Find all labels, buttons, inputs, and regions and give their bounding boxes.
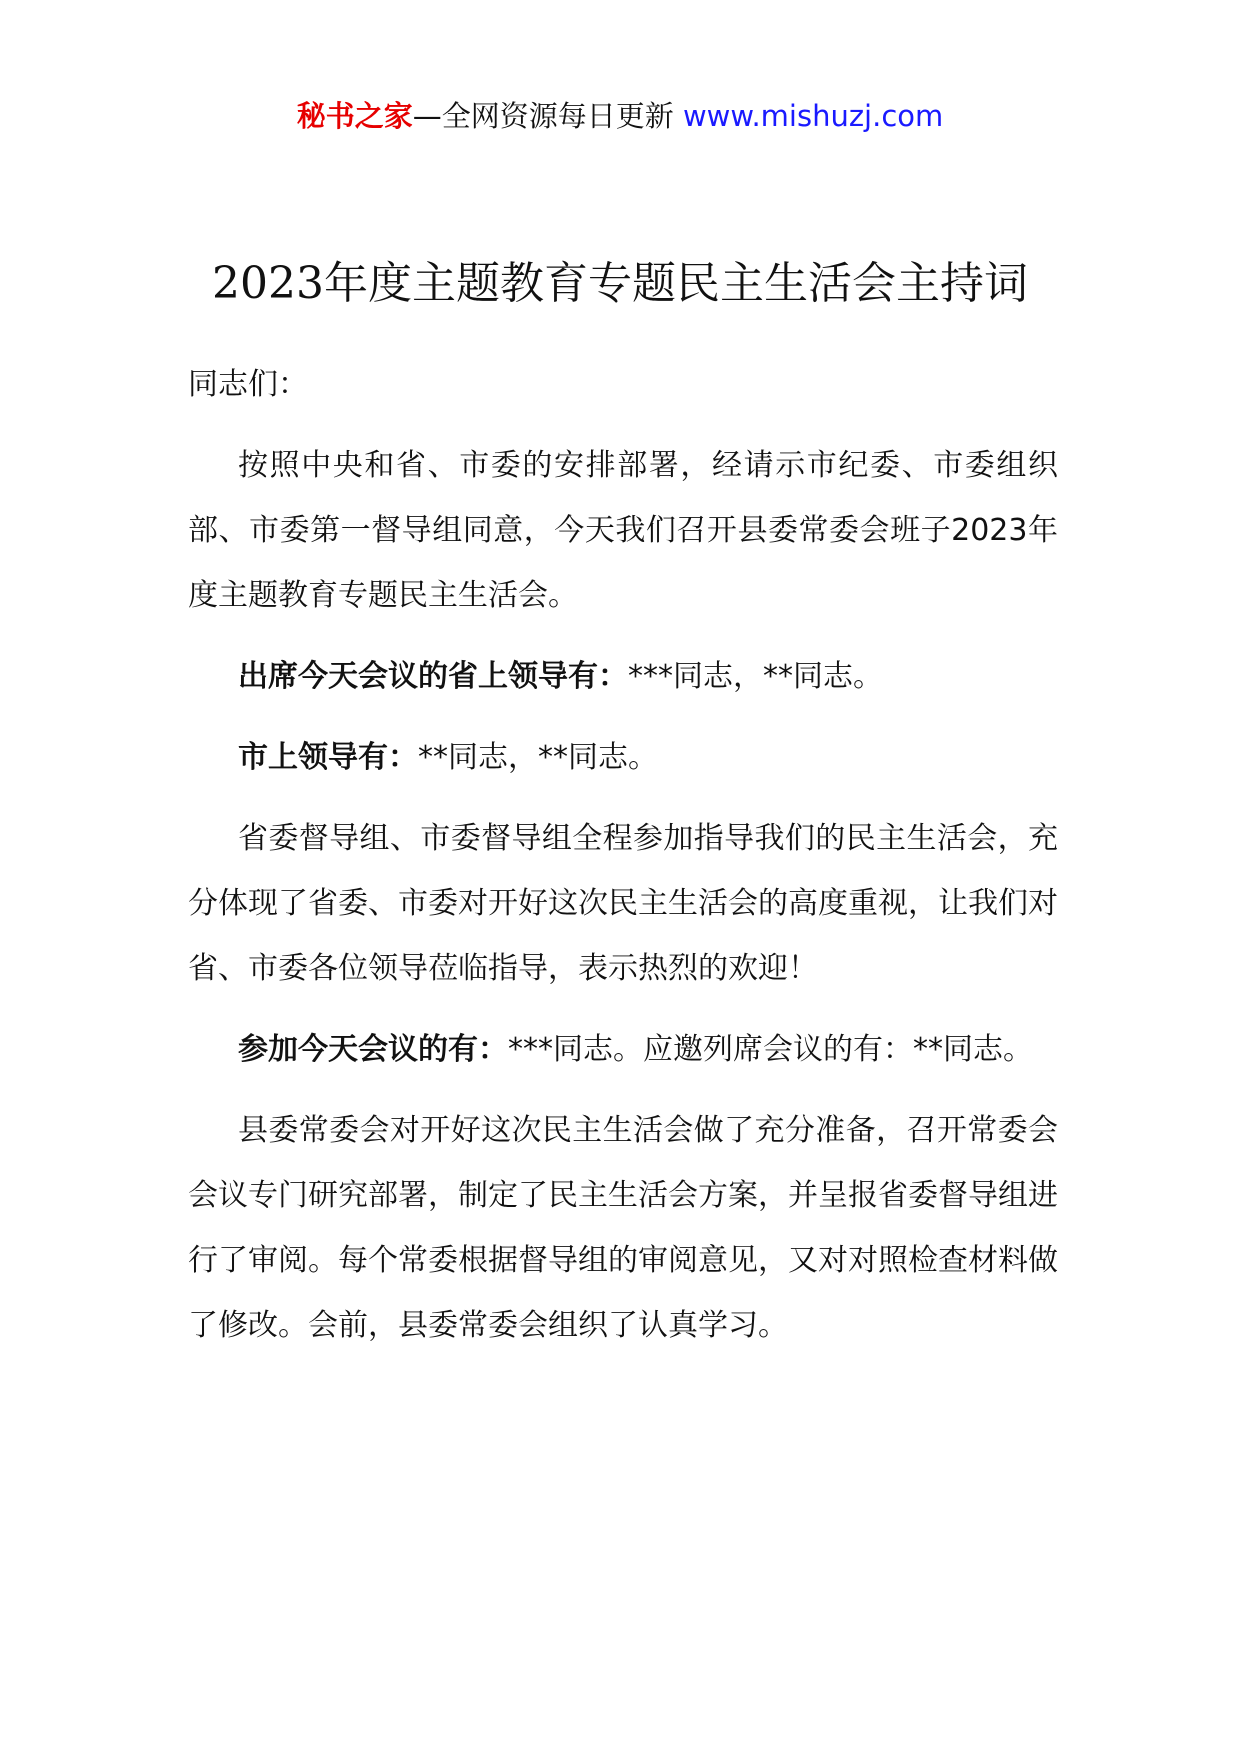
header-slogan: —全网资源每日更新 bbox=[412, 99, 674, 133]
paragraph-text: 县委常委会对开好这次民主生活会做了充分准备，召开常委会会议专门研究部署，制定了民主生活会方案，并呈报省委督导组进行了审阅。每个常委根据督导组的审阅意见，又对对照检查材料做了修改。会前，县委常委会组织了认真学习。 bbox=[188, 1113, 1058, 1343]
paragraph-text: ***同志，**同志。 bbox=[628, 659, 883, 694]
paragraph-lead: 出席今天会议的省上领导有： bbox=[238, 659, 628, 694]
paragraph-text: **同志，**同志。 bbox=[418, 740, 658, 775]
paragraph-text: 省委督导组、市委督导组全程参加指导我们的民主生活会，充分体现了省委、市委对开好这次民主生活会的高度重视，让我们对省、市委各位领导莅临指导，表示热烈的欢迎！ bbox=[188, 821, 1058, 986]
paragraph-1 bbox=[188, 433, 1058, 628]
site-header bbox=[0, 96, 1240, 136]
site-url-link[interactable]: www.mishuzj.com bbox=[682, 99, 944, 133]
document-title: 2023年度主题教育专题民主生活会主持词 bbox=[212, 258, 1028, 309]
salutation: 同志们： bbox=[188, 367, 308, 402]
paragraph-3 bbox=[188, 725, 1058, 790]
brand-name: 秘书之家 bbox=[296, 99, 413, 133]
paragraph-6 bbox=[188, 1098, 1058, 1358]
paragraph-4 bbox=[188, 806, 1058, 1001]
paragraph-text: ***同志。应邀列席会议的有：**同志。 bbox=[508, 1032, 1033, 1067]
paragraph-5 bbox=[188, 1017, 1058, 1082]
paragraph-lead: 市上领导有： bbox=[238, 740, 418, 775]
paragraph-text: 按照中央和省、市委的安排部署，经请示市纪委、市委组织部、市委第一督导组同意，今天我们召开县委常委会班子2023年度主题教育专题民主生活会。 bbox=[188, 448, 1058, 613]
paragraph-lead: 参加今天会议的有： bbox=[238, 1032, 508, 1067]
paragraph-2 bbox=[188, 644, 1058, 709]
document-body bbox=[188, 352, 1058, 1374]
